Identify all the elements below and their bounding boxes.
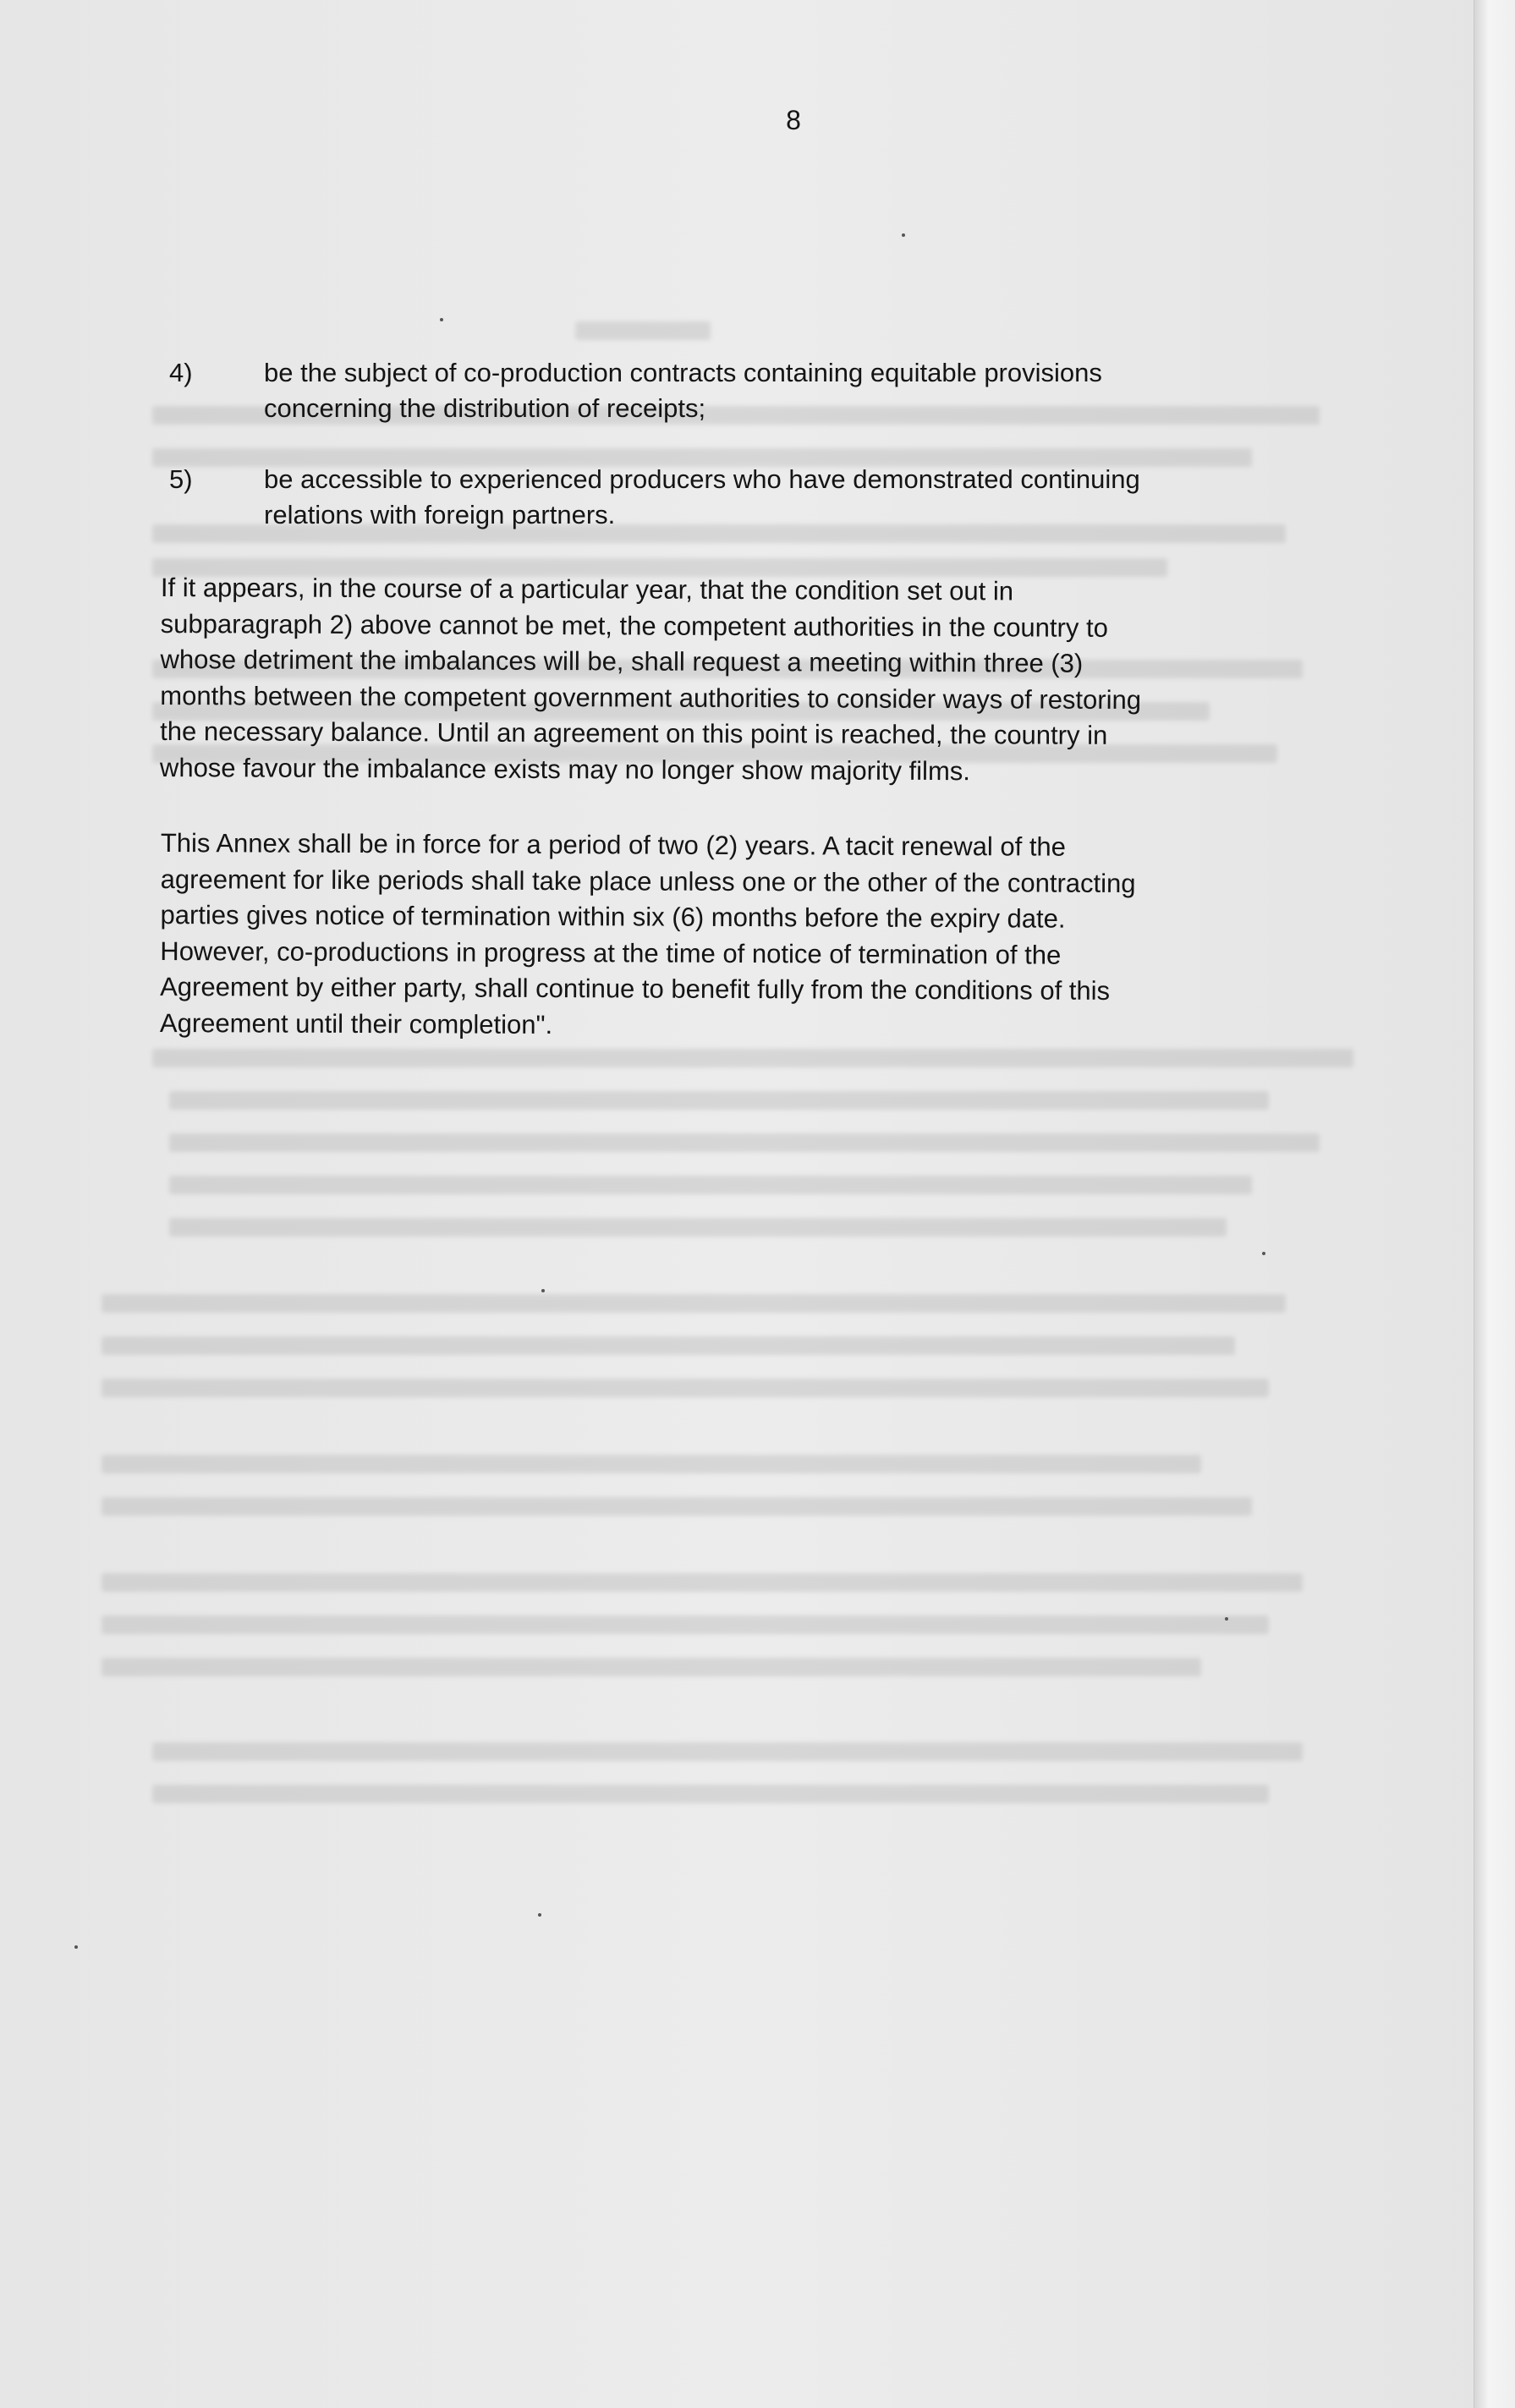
text-line: concerning the distribution of receipts; (264, 393, 706, 423)
text-line: be the subject of co-production contracts containing equitable provisions (264, 358, 1102, 387)
text-line: subparagraph 2) above cannot be met, the competent authorities in the country to (160, 608, 1108, 643)
page-number: 8 (786, 105, 801, 135)
text-line: whose detriment the imbalances will be, shall request a meeting within three (3) (160, 644, 1084, 678)
text-line: whose favour the imbalance exists may no longer show majority films. (159, 752, 971, 786)
scan-speck (1262, 1252, 1265, 1255)
text-line: the necessary balance. Until an agreement on this point is reached, the country in (160, 716, 1108, 750)
list-item-text (264, 462, 1364, 533)
paragraph-imbalance (160, 570, 1345, 791)
text-line: relations with foreign partners. (264, 500, 616, 529)
text-line: If it appears, in the course of a particular year, that the condition set out in (160, 573, 1014, 606)
show-through-text (102, 304, 1353, 1912)
text-line: be accessible to experienced producers who have demonstrated continuing (264, 464, 1140, 494)
list-item-text (264, 355, 1364, 426)
text-line: However, co-productions in progress at the time of notice of termination of the (160, 935, 1062, 970)
text-line: This Annex shall be in force for a period of two (2) years. A tacit renewal of the (160, 828, 1067, 862)
paragraph-term (160, 826, 1345, 1046)
text-line: parties gives notice of termination within six (6) months before the expiry date. (160, 899, 1066, 934)
page-edge (1474, 0, 1515, 2408)
scan-speck (1225, 1617, 1228, 1621)
text-line: Agreement by either party, shall continue to benefit fully from the conditions of this (160, 971, 1111, 1006)
scan-speck (74, 1945, 78, 1949)
scan-speck (440, 318, 443, 321)
list-item-number: 5) (169, 464, 193, 494)
text-line: Agreement until their completion". (159, 1007, 553, 1039)
scan-speck (902, 233, 905, 237)
text-line: months between the competent government authorities to consider ways of restoring (160, 680, 1142, 715)
text-line: agreement for like periods shall take place unless one or the other of the contracting (160, 864, 1136, 898)
list-item-number: 4) (169, 358, 193, 387)
scan-speck (541, 1289, 545, 1292)
scan-speck (538, 1913, 541, 1917)
